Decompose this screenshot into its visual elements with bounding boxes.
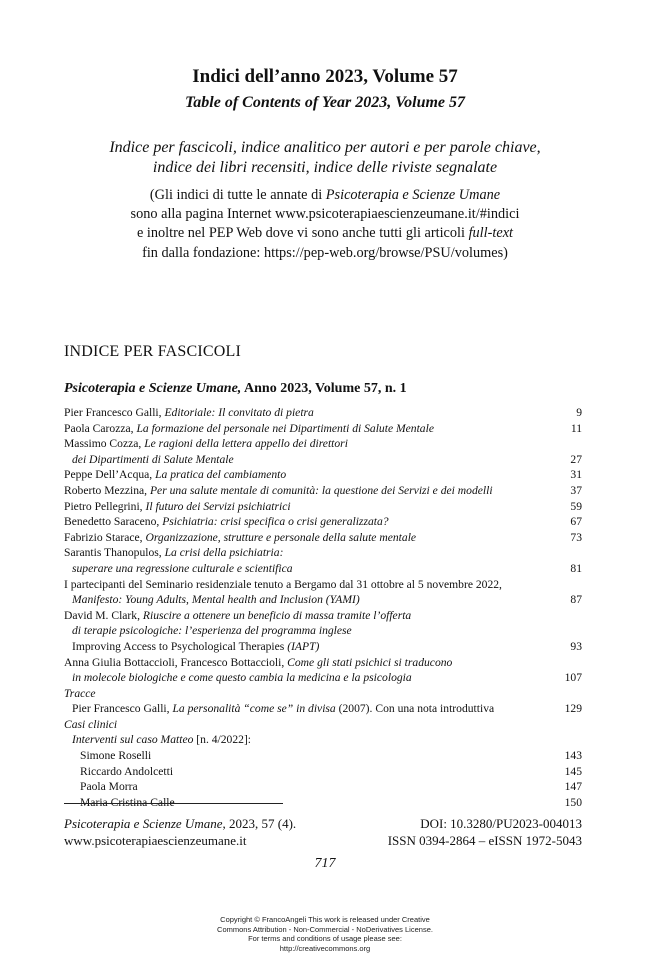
toc-title: Psichiatria: crisi specifica o crisi generalizzata?: [162, 515, 389, 529]
toc-title: superare una regressione culturale e scientifica: [72, 561, 293, 575]
toc-page: 59: [570, 499, 582, 513]
issue-heading: [64, 381, 407, 397]
license-line: Commons Attribution - Non-Commercial - NoDerivatives License.: [217, 924, 433, 934]
toc-page: 129: [564, 702, 582, 716]
toc-title: di terapie psicologiche: l’esperienza del programma inglese: [72, 624, 352, 638]
toc-row: [64, 670, 582, 686]
toc-tail: (2007). Con una nota introduttiva: [335, 702, 495, 716]
page-number: 717: [314, 856, 336, 871]
toc-author: I partecipanti del Seminario residenziale tenuto a Bergamo dal 31 ottobre al 5 novembre 2022,: [64, 577, 502, 591]
page-subtitle: Table of Contents of Year 2023, Volume 57: [184, 94, 466, 111]
toc-author: Paola Morra: [80, 780, 138, 794]
issue-details: Anno 2023, Volume 57, n. 1: [241, 381, 407, 396]
toc-author: Improving Access to Psychological Therapies: [72, 639, 288, 653]
footer-issn: ISSN 0394-2864 – eISSN 1972-5043: [387, 833, 582, 848]
license-line: Copyright © FrancoAngeli This work is released under Creative: [220, 915, 430, 924]
note-line: e inoltre nel PEP Web dove vi sono anche tutti gli articoli full-text: [136, 225, 514, 242]
toc-title: Il futuro dei Servizi psichiatrici: [145, 499, 291, 513]
toc-title: in molecole biologiche e come questo cambia la medicina e la psicologia: [72, 671, 412, 685]
toc-tail: [n. 4/2022]:: [193, 733, 252, 747]
toc-title: Editoriale: Il convitato di pietra: [164, 406, 314, 419]
toc-row: [64, 748, 582, 764]
toc-title: dei Dipartimenti di Salute Mentale: [72, 452, 234, 466]
section-heading: INDICE PER FASCICOLI: [64, 343, 242, 360]
footer-website: www.psicoterapiaescienzeumane.it: [64, 833, 247, 848]
footnote-rule: [64, 803, 283, 804]
toc-row: [64, 421, 582, 437]
toc-author: Anna Giulia Bottaccioli, Francesco Bottaccioli,: [64, 655, 288, 669]
toc-title: Tracce: [64, 686, 96, 700]
toc-page: 145: [564, 764, 582, 778]
toc-title: Interventi sul caso Matteo: [72, 733, 194, 747]
index-description: [0, 138, 650, 178]
toc-page: 93: [570, 639, 582, 653]
toc-row: [64, 717, 582, 733]
description-line: Indice per fascicoli, indice analitico per autori e per parole chiave,: [109, 139, 541, 156]
toc-page: 143: [564, 749, 582, 763]
toc-page: 87: [570, 593, 582, 607]
license-line: http://creativecommons.org: [279, 943, 371, 953]
toc-page: 31: [570, 468, 582, 482]
toc-page: 9: [576, 406, 582, 419]
toc-row: [64, 779, 582, 795]
toc-row: [64, 639, 582, 655]
toc-row: [64, 530, 582, 546]
toc-page: 81: [570, 561, 582, 575]
toc-row: [64, 545, 582, 561]
toc-title: Per una salute mentale di comunità: la questione dei Servizi e dei modelli: [149, 483, 493, 497]
toc-title: La pratica del cambiamento: [155, 468, 287, 482]
toc-row: [64, 499, 582, 515]
note-line: fin dalla fondazione: https://pep-web.org/browse/PSU/volumes): [142, 244, 508, 261]
description-line: indice dei libri recensiti, indice delle riviste segnalate: [152, 159, 498, 176]
note-line: sono alla pagina Internet www.psicoterapiaescienzeumane.it/#indici: [130, 206, 520, 223]
toc-row: [64, 514, 582, 530]
toc-title: Organizzazione, strutture e personale della salute mentale: [145, 530, 417, 544]
toc-page: 147: [564, 780, 582, 794]
toc-author: Roberto Mezzina,: [64, 483, 150, 497]
toc-title: Riuscire a ottenere un beneficio di massa tramite l’offerta: [142, 608, 412, 622]
page-title: Indici dell’anno 2023, Volume 57: [192, 66, 458, 87]
toc-row: [64, 732, 582, 748]
toc-row: [64, 764, 582, 780]
toc-row: [64, 577, 582, 593]
toc-row: [64, 436, 582, 452]
toc-page: 27: [570, 452, 582, 466]
toc-page: 37: [570, 483, 582, 497]
toc-row: [64, 452, 582, 468]
toc-author: Simone Roselli: [80, 749, 152, 763]
toc-title: La formazione del personale nei Dipartimenti di Salute Mentale: [136, 421, 434, 435]
toc-row: [64, 701, 582, 717]
toc-row: [64, 623, 582, 639]
toc-row: [64, 686, 582, 702]
toc-author: Sarantis Thanopulos,: [64, 546, 165, 560]
issue-journal: Psicoterapia e Scienze Umane,: [64, 381, 242, 396]
toc-author: David M. Clark,: [64, 608, 143, 622]
license-line: For terms and conditions of usage please see:: [248, 934, 402, 944]
toc-author: Peppe Dell’Acqua,: [64, 468, 156, 482]
toc-author: Benedetto Saraceno,: [64, 515, 163, 529]
toc-page: 150: [564, 795, 582, 809]
license-notice: [0, 915, 650, 953]
toc-row: [64, 467, 582, 483]
toc-title: La crisi della psichiatria:: [164, 546, 284, 560]
toc-row: [64, 608, 582, 624]
toc-title: La personalità “come se” in divisa: [172, 702, 336, 716]
toc-author: Maria Cristina Calle: [80, 795, 175, 809]
index-note: [0, 186, 650, 263]
toc-author: Pier Francesco Galli,: [72, 702, 173, 716]
footer-citation: Psicoterapia e Scienze Umane, 2023, 57 (4).: [64, 816, 297, 831]
toc-author: Pier Francesco Galli,: [64, 406, 165, 419]
toc-page: 107: [564, 671, 582, 685]
toc-page: 67: [570, 515, 582, 529]
toc-page: 11: [570, 421, 582, 435]
toc-page: 73: [570, 530, 582, 544]
toc-author: Pietro Pellegrini,: [64, 499, 146, 513]
toc-author: Riccardo Andolcetti: [80, 764, 174, 778]
toc-row: [64, 561, 582, 577]
journal-name: Psicoterapia e Scienze Umane: [325, 187, 501, 203]
toc-title: Come gli stati psichici si traducono: [287, 655, 453, 669]
toc-row: [64, 655, 582, 671]
note-line: (Gli indici di tutte le annate di Psicoterapia e Scienze Umane: [149, 187, 501, 203]
toc-title: Manifesto: Young Adults, Mental health and Inclusion (YAMI): [72, 593, 360, 607]
toc-author: Massimo Cozza,: [64, 437, 145, 451]
toc-author: Paola Carozza,: [64, 421, 137, 435]
toc-title: Casi clinici: [64, 717, 118, 731]
toc-title: Le ragioni della lettera appello dei direttori: [144, 437, 348, 451]
table-of-contents: [64, 405, 582, 810]
toc-row: [64, 483, 582, 499]
toc-author: Fabrizio Starace,: [64, 530, 146, 544]
toc-title: (IAPT): [287, 639, 320, 653]
toc-row: [64, 405, 582, 421]
footer-doi: DOI: 10.3280/PU2023-004013: [420, 816, 582, 831]
footer-journal: Psicoterapia e Scienze Umane: [64, 816, 223, 831]
toc-row: [64, 592, 582, 608]
